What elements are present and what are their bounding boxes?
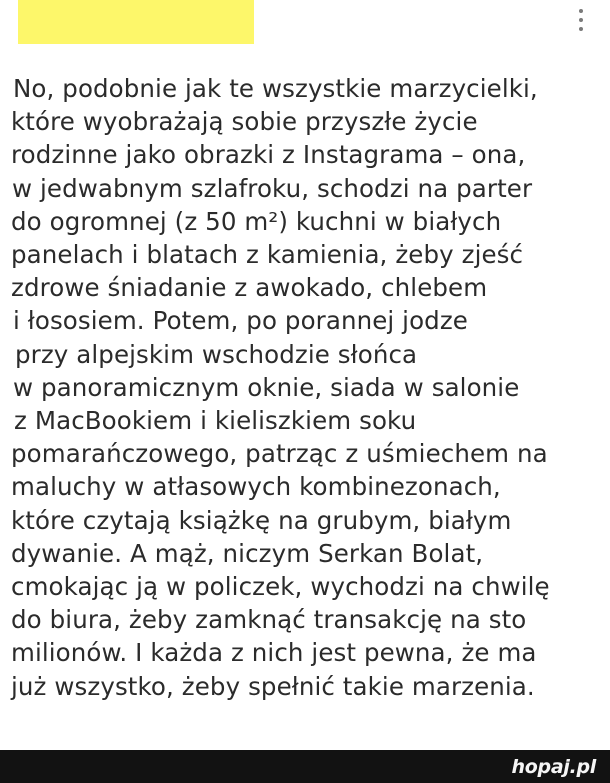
post-text-line: milionów. I każda z nich jest pewna, że ma <box>11 638 537 668</box>
post-text-line: i łososiem. Potem, po porannej jodze <box>13 306 468 336</box>
post-text-line: cmokając ją w policzek, wychodzi na chwilę <box>11 572 550 602</box>
more-vertical-icon[interactable] <box>572 6 590 34</box>
post-text-line: już wszystko, żeby spełnić takie marzenia. <box>11 671 535 701</box>
post-text-line: z MacBookiem i kieliszkiem soku <box>14 406 417 436</box>
post-text-line: do ogromnej (z 50 m²) kuchni w białych <box>11 206 502 236</box>
post-text <box>11 72 601 703</box>
post-text-line: panelach i blatach z kamienia, żeby zjeść <box>11 240 524 270</box>
kebab-dot <box>579 18 583 22</box>
kebab-dot <box>579 27 583 31</box>
post-text-line: które czytają książkę na grubym, białym <box>11 505 512 535</box>
kebab-dot <box>579 9 583 13</box>
post-text-line: w jedwabnym szlafroku, schodzi na parter <box>12 173 533 203</box>
post-text-line: przy alpejskim wschodzie słońca <box>15 339 418 369</box>
post-text-line: pomarańczowego, patrząc z uśmiechem na <box>11 439 548 469</box>
post-text-line: które wyobrażają sobie przyszłe życie <box>11 107 478 137</box>
post-text-line: do biura, żeby zamknąć transakcję na sto <box>11 605 527 635</box>
site-watermark: hopaj.pl <box>511 756 596 778</box>
highlight-bar <box>18 0 254 44</box>
post-text-line: No, podobnie jak te wszystkie marzycielki, <box>13 74 538 103</box>
post-text-line: zdrowe śniadanie z awokado, chlebem <box>11 273 488 303</box>
post-text-line: dywanie. A mąż, niczym Serkan Bolat, <box>11 538 484 568</box>
post-text-line: rodzinne jako obrazki z Instagrama – ona, <box>11 140 526 170</box>
post-text-line: maluchy w atłasowych kombinezonach, <box>11 472 501 502</box>
post-text-line: w panoramicznym oknie, siada w salonie <box>13 372 520 402</box>
footer-bar <box>0 750 610 783</box>
